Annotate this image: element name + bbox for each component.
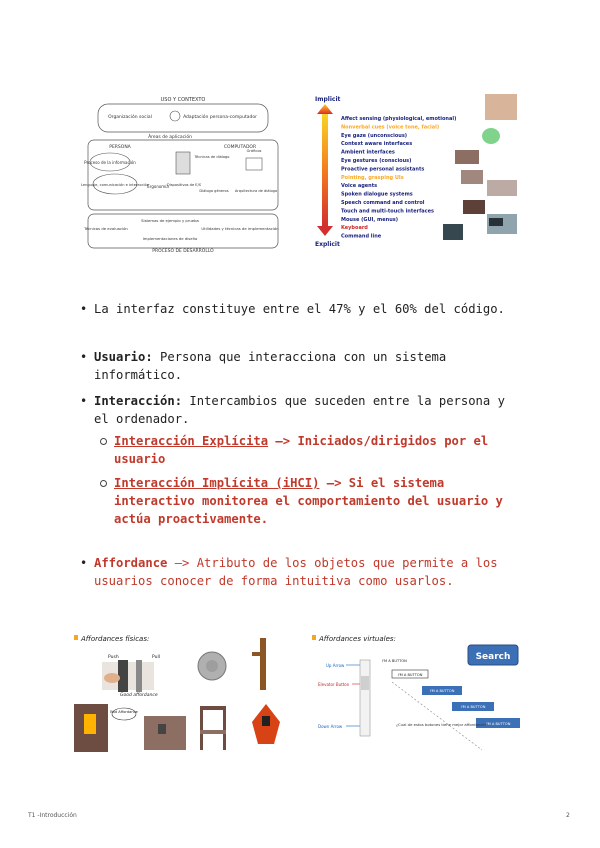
explicita-def: —> Iniciados/dirigidos por el usuario <box>114 434 489 466</box>
sistemas-ejemplo: Sistemas de ejemplo y prueba <box>141 218 199 223</box>
spectrum-item: Command line <box>341 233 382 240</box>
spectrum-item: Mouse (GUI, menus) <box>341 216 399 223</box>
graficos: Gráficos <box>246 149 262 153</box>
affordance-term: Affordance <box>94 556 168 570</box>
dialogo-generos: Diálogo géneros <box>199 189 229 193</box>
elevator-label: Elevator Button <box>318 682 350 687</box>
top-label: USO Y CONTEXTO <box>160 97 206 103</box>
spectrum-item: Eye gaze (unconscious) <box>341 132 408 139</box>
virtuales-title: Affordances virtuales: <box>319 635 396 643</box>
adaptacion: Adaptación persona-computador <box>183 115 257 120</box>
sub-implicita <box>94 474 518 528</box>
spectrum-item: Keyboard <box>341 225 368 232</box>
virtual-note: ¿Cual de estos botones tiene mejor affordance? <box>396 722 487 727</box>
implicita-term: Interacción Implícita (iHCI) <box>114 476 320 490</box>
faces-image <box>485 94 517 120</box>
touch-image <box>463 200 485 214</box>
persona-label: PERSONA <box>109 145 131 150</box>
spectrum-item: Spoken dialogue systems <box>341 191 413 198</box>
cmd-image <box>443 224 463 240</box>
sub-explicita <box>94 432 518 468</box>
pull-label: Pull <box>152 655 160 660</box>
btn-label-2: I'M A BUTTON <box>397 673 423 677</box>
push-label: Push <box>108 655 119 660</box>
bullet-interaccion <box>78 392 518 528</box>
page-number: 2 <box>566 812 570 819</box>
areas: Áreas de aplicación <box>148 135 192 140</box>
ergonomia: Ergonomía <box>147 184 169 189</box>
lenguaje: Lenguaje, comunicación e interacción <box>80 183 150 187</box>
interaccion-def: Intercambios que suceden entre la persona y el ordenador. <box>94 394 505 426</box>
interaccion-sublist <box>94 432 518 528</box>
interaccion-term: Interacción: <box>94 394 183 408</box>
bottom-label: PROCESO DE DESARROLLO <box>152 249 214 254</box>
affordances-virtuales-figure <box>312 632 528 754</box>
spectrum-item: Pointing, grasping UIs <box>341 174 404 181</box>
spectrum-item: Speech command and control <box>341 200 425 206</box>
utilidades: Utilidades y técnicas de implementación <box>201 226 279 231</box>
hand-image <box>461 170 483 184</box>
proceso-info: Proceso de la información <box>84 160 136 165</box>
spectrum-item: Context aware interfaces <box>341 141 413 148</box>
implicit-label: Implicit <box>315 96 341 103</box>
spectrum-list <box>341 116 456 240</box>
tecnicas-eval: Técnicas de evaluación <box>84 226 128 231</box>
spectrum-item: Affect sensing (physiological, emotional) <box>341 116 457 122</box>
btn-label-3: I'M A BUTTON <box>429 689 455 693</box>
usuario-def: Persona que interacciona con un sistema informático. <box>94 350 447 382</box>
org-social: Organización social <box>108 115 152 120</box>
bullet-usuario <box>78 348 518 384</box>
affordances-fisicas-figure <box>74 632 300 754</box>
btn-label-4: I'M A BUTTON <box>460 705 486 709</box>
main-bullet-list <box>78 300 518 590</box>
explicit-label: Explicit <box>315 241 340 248</box>
spectrum-item: Nonverbal cues (voice tone, facial) <box>341 124 440 131</box>
spectrum-item: Touch and multi-touch interfaces <box>341 208 434 215</box>
spectrum-item: Proactive personal assistants <box>341 166 425 173</box>
btn-label-1: I'M A BUTTON <box>382 659 407 663</box>
footer-title: T1 -Introducción <box>28 812 77 819</box>
affordance-def: —> Atributo de los objetos que permite a los usuarios conocer de forma intuitiva como usarlos. <box>94 556 498 588</box>
spectrum-item: Eye gestures (conscious) <box>341 158 412 164</box>
bullet-affordance <box>78 554 518 590</box>
tecnicas-dialogo: Técnicas de diálogo <box>194 155 230 159</box>
spectrum-item: Ambient interfaces <box>341 149 395 156</box>
search-button: Search <box>475 652 511 662</box>
ambient-orb-image <box>482 128 500 144</box>
btn-label-5: I'M A BUTTON <box>485 722 511 726</box>
bullet-interfaz <box>78 300 518 318</box>
good-label: Good affordance <box>120 693 158 698</box>
explicita-term: Interacción Explícita <box>114 434 269 448</box>
implementaciones: Implementaciones de diseño <box>142 236 198 241</box>
computador-label: COMPUTADOR <box>223 145 257 150</box>
up-arrow-label: Up Arrow <box>326 663 345 668</box>
hci-context-diagram <box>80 92 286 254</box>
implicita-def: —> Si el sistema interactivo monitorea el comportamiento del usuario y actúa proactivamente. <box>114 476 503 526</box>
face-image <box>487 180 517 196</box>
fisicas-title: Affordances físicas: <box>81 635 150 643</box>
bad-label: Bad Affordance <box>110 710 138 714</box>
usuario-term: Usuario: <box>94 350 153 364</box>
arquitectura: Arquitectura de diálogo <box>234 189 278 193</box>
disp-io: Dispositivos de E/S <box>166 183 202 187</box>
bullet-interfaz-text: La interfaz constituye entre el 47% y el 60% del código. <box>94 302 505 316</box>
eye-image <box>455 150 479 164</box>
spectrum-item: Voice agents <box>341 183 378 190</box>
implicit-explicit-figure <box>313 92 523 252</box>
down-arrow-label: Down Arrow <box>318 724 343 729</box>
